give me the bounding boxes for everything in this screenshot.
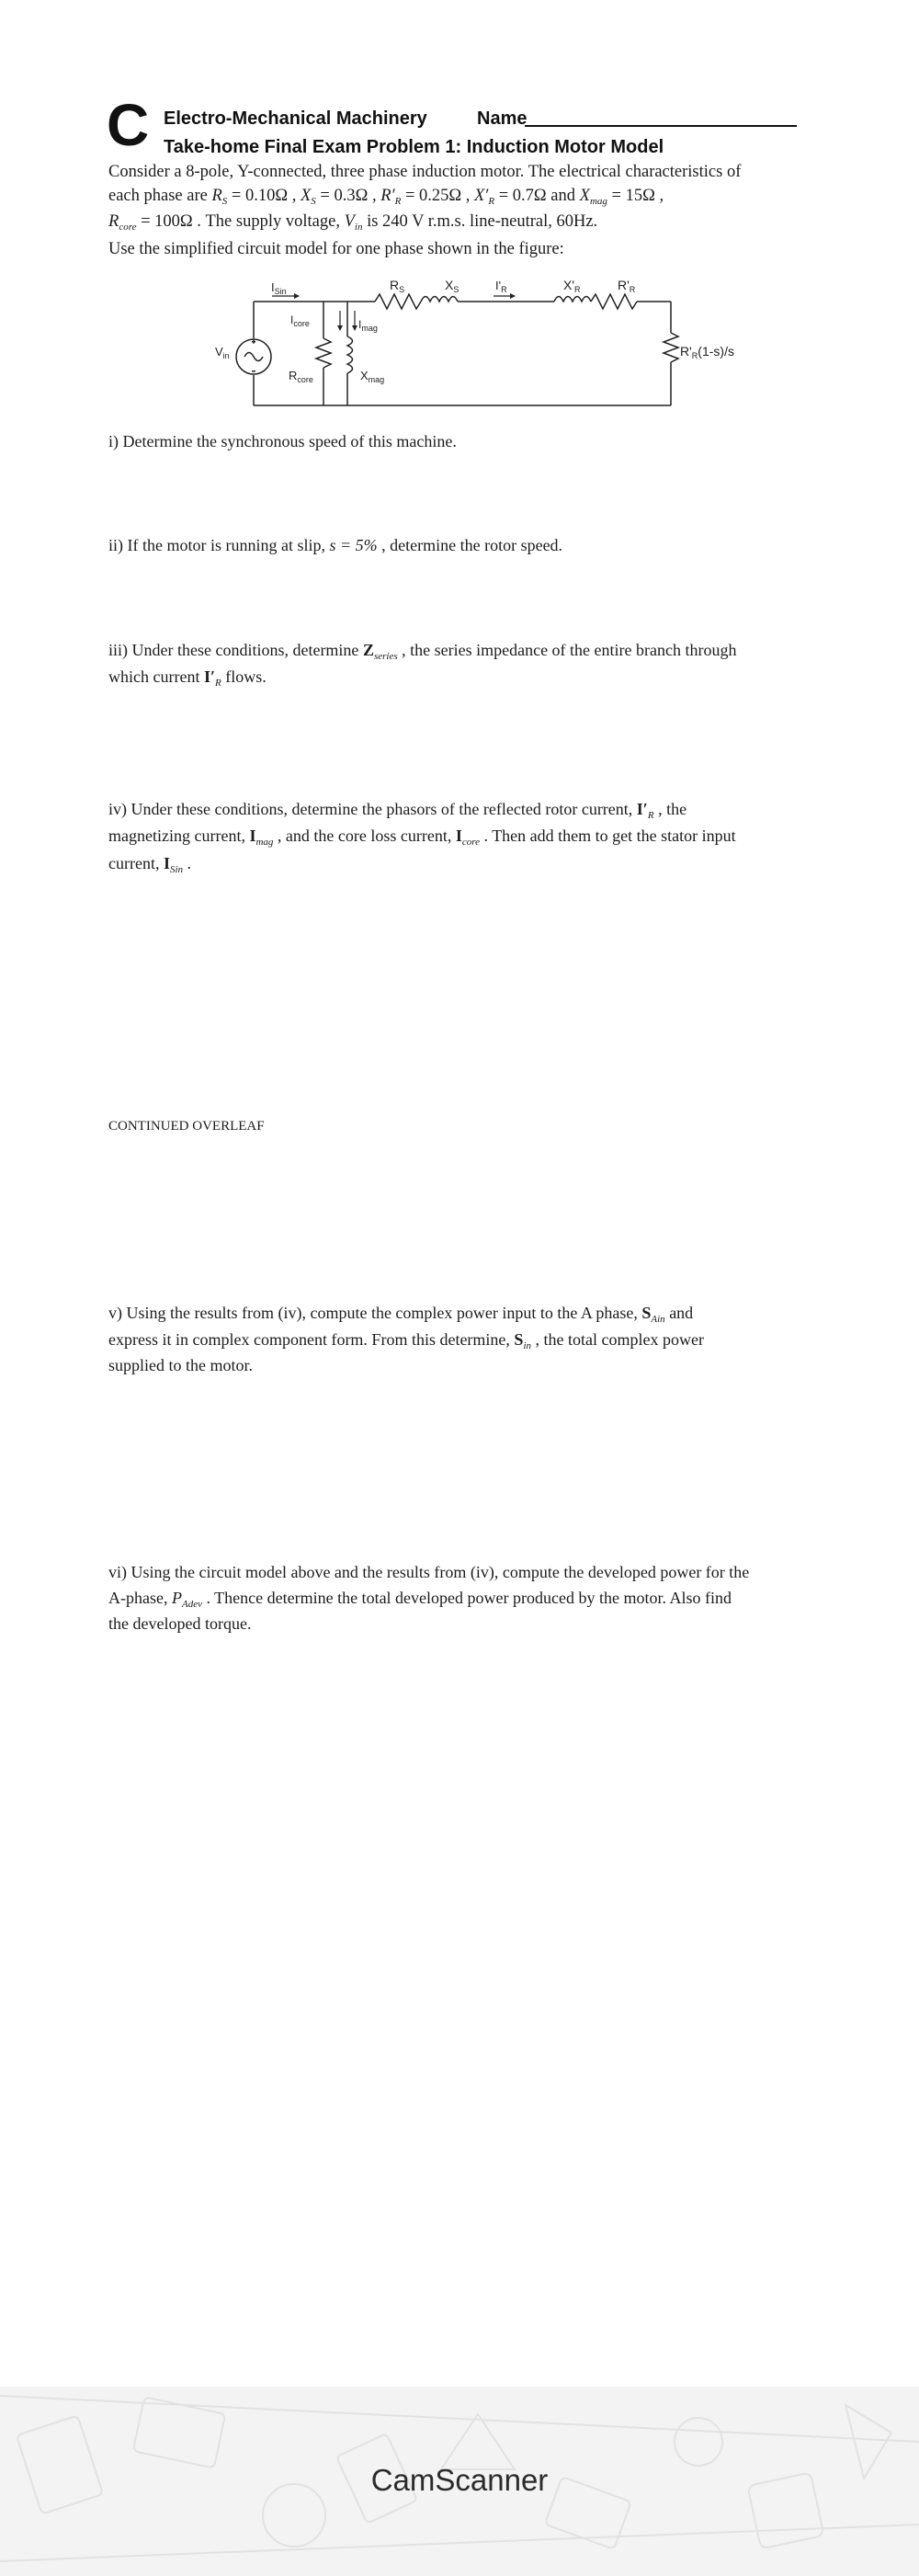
xr-symbol: X′ xyxy=(474,187,489,205)
isin-subscript: Sin xyxy=(169,864,184,875)
q6-text: A-phase, xyxy=(108,1589,172,1607)
question-3-line-2 xyxy=(108,664,816,690)
sin-subscript: in xyxy=(523,1340,531,1351)
q3-text-end: , the series impedance of the entire branch through xyxy=(397,641,737,659)
q3-text-2: which current xyxy=(108,667,204,686)
rs-resistor xyxy=(375,294,421,309)
imag-symbol: I xyxy=(249,826,256,845)
xr-label: $X'_R$ xyxy=(563,278,581,294)
rcore-symbol: R xyxy=(108,212,119,231)
q5-text-2: and xyxy=(664,1304,694,1322)
q3-text: iii) Under these conditions, determine xyxy=(108,641,363,659)
vin-symbol: V xyxy=(344,212,355,231)
xmag-subscript: mag xyxy=(589,196,607,207)
question-1: i) Determine the synchronous speed of this machine. xyxy=(108,432,457,450)
rr-symbol: R′ xyxy=(380,187,395,205)
question-5-line-1 xyxy=(108,1300,816,1327)
imag-subscript: mag xyxy=(255,837,274,848)
q3-text-3: flows. xyxy=(221,667,267,686)
isin-label: $I_{Sin}$ xyxy=(271,280,287,296)
q4-text-7: . xyxy=(183,854,192,872)
vin-subscript: in xyxy=(354,222,363,233)
sin-symbol: S xyxy=(514,1330,524,1349)
sain-symbol: S xyxy=(641,1304,652,1322)
q4-text-5: . Then add them to get the stator input xyxy=(480,826,736,845)
ir-subscript: R xyxy=(215,678,221,689)
xs-label: $X_S$ xyxy=(445,278,460,294)
q2-text: ii) If the motor is running at slip, xyxy=(108,536,330,554)
question-4-line-3 xyxy=(108,850,816,877)
question-6-line-2 xyxy=(108,1585,816,1612)
zseries-symbol: Z xyxy=(362,641,374,659)
ir-symbol: I′ xyxy=(203,667,216,686)
question-2 xyxy=(108,532,816,559)
xr-subscript: R xyxy=(488,196,495,207)
question-6-line-3: the developed torque. xyxy=(108,1614,252,1633)
continued-overleaf: CONTINUED OVERLEAF xyxy=(108,1119,265,1134)
rr-value: = 0.25Ω , xyxy=(401,187,474,205)
q6-text-2: . Thence determine the total developed power produced by the motor. Also find xyxy=(201,1589,732,1607)
icore-subscript: core xyxy=(461,837,481,848)
plus-sign-icon-vertical xyxy=(253,340,255,344)
question-4-line-1 xyxy=(108,796,816,823)
slip-equation: s = 5% xyxy=(329,536,378,554)
xr-inductor xyxy=(554,297,591,302)
rs-value: = 0.10Ω , xyxy=(227,187,301,205)
xmag-label: $X_{mag}$ xyxy=(360,369,385,384)
q4-text-2: , the xyxy=(653,800,687,818)
question-4-line-2 xyxy=(108,823,816,849)
q5-text-3: express it in complex component form. From this determine, xyxy=(108,1330,515,1349)
name-label: Name xyxy=(477,108,528,129)
circuit-diagram xyxy=(0,0,919,423)
ir-arrow-head xyxy=(510,293,516,299)
vin-value: is 240 V r.m.s. line-neutral, 60Hz. xyxy=(362,212,598,231)
course-title: Electro-Mechanical Machinery xyxy=(164,108,427,129)
xmag-value: = 15Ω , xyxy=(607,187,664,205)
xs-subscript: S xyxy=(311,196,316,207)
question-5-line-2 xyxy=(108,1327,816,1353)
question-6-line-1: vi) Using the circuit model above and the results from (iv), compute the developed power for the xyxy=(108,1563,750,1581)
question-5-line-3: supplied to the motor. xyxy=(108,1356,253,1374)
rs-subscript: S xyxy=(221,196,228,207)
rcore-resistor xyxy=(316,338,331,368)
ir-label: $I'_R$ xyxy=(495,279,507,294)
load-label: $R'_R(1-s)/s$ xyxy=(680,344,734,360)
q4-ir-subscript: R xyxy=(647,810,654,821)
q2-text-end: , determine the rotor speed. xyxy=(377,536,563,554)
xmag-inductor xyxy=(347,336,353,373)
icore-arrow-head xyxy=(337,325,343,331)
xs-symbol: X xyxy=(300,187,312,205)
minus-sign-icon xyxy=(252,370,255,372)
rcore-label: $R_{core}$ xyxy=(289,369,313,384)
rr-subscript: R xyxy=(394,196,402,207)
rr-label: $R'_R$ xyxy=(618,278,636,294)
imag-label: $I_{mag}$ xyxy=(358,318,378,333)
xr-value: = 0.7Ω and xyxy=(494,187,580,205)
zseries-subscript: series xyxy=(373,651,398,662)
rr-resistor xyxy=(591,294,637,309)
xmag-symbol: X xyxy=(579,187,590,205)
q4-text-3: magnetizing current, xyxy=(108,826,250,845)
xs-value: = 0.3Ω , xyxy=(315,187,381,205)
sain-subscript: Ain xyxy=(651,1314,665,1325)
q5-text: v) Using the results from (iv), compute the complex power input to the A phase, xyxy=(108,1304,642,1322)
padev-symbol: P xyxy=(171,1589,182,1607)
question-3-line-1 xyxy=(108,637,816,664)
ac-symbol-icon xyxy=(244,353,263,361)
rcore-value: = 100Ω . The supply voltage, xyxy=(136,212,345,231)
exam-subtitle: Take-home Final Exam Problem 1: Induction Motor Model xyxy=(164,137,664,157)
camscanner-logo-letter: C xyxy=(107,92,150,158)
icore-symbol: I xyxy=(455,826,462,845)
isin-arrow-head xyxy=(294,293,300,299)
rcore-subscript: core xyxy=(119,222,137,233)
icore-label: $I_{core}$ xyxy=(290,313,310,328)
q4-text-4: , and the core loss current, xyxy=(273,826,456,845)
q4-ir-symbol: I′ xyxy=(636,800,648,818)
camscanner-brand: CamScanner xyxy=(370,2463,549,2497)
load-resistor xyxy=(664,333,678,362)
isin-symbol: I xyxy=(163,854,170,872)
q5-text-4: , the total complex power xyxy=(531,1330,704,1349)
padev-subscript: Adev xyxy=(181,1599,202,1610)
imag-arrow-head xyxy=(352,325,357,331)
vin-label: $V_{in}$ xyxy=(215,345,230,360)
q4-text-6: current, xyxy=(108,854,164,872)
q4-text: iv) Under these conditions, determine the phasors of the reflected rotor current, xyxy=(108,800,637,818)
rs-symbol: R xyxy=(211,187,222,205)
xs-inductor xyxy=(421,297,458,302)
rs-label: $R_S$ xyxy=(390,278,405,294)
intro-text: each phase are xyxy=(108,187,212,205)
intro-line-4: Use the simplified circuit model for one phase shown in the figure: xyxy=(108,240,564,258)
intro-text: Consider a 8-pole, Y-connected, three phase induction motor. The electrical characteristics of xyxy=(108,163,742,181)
